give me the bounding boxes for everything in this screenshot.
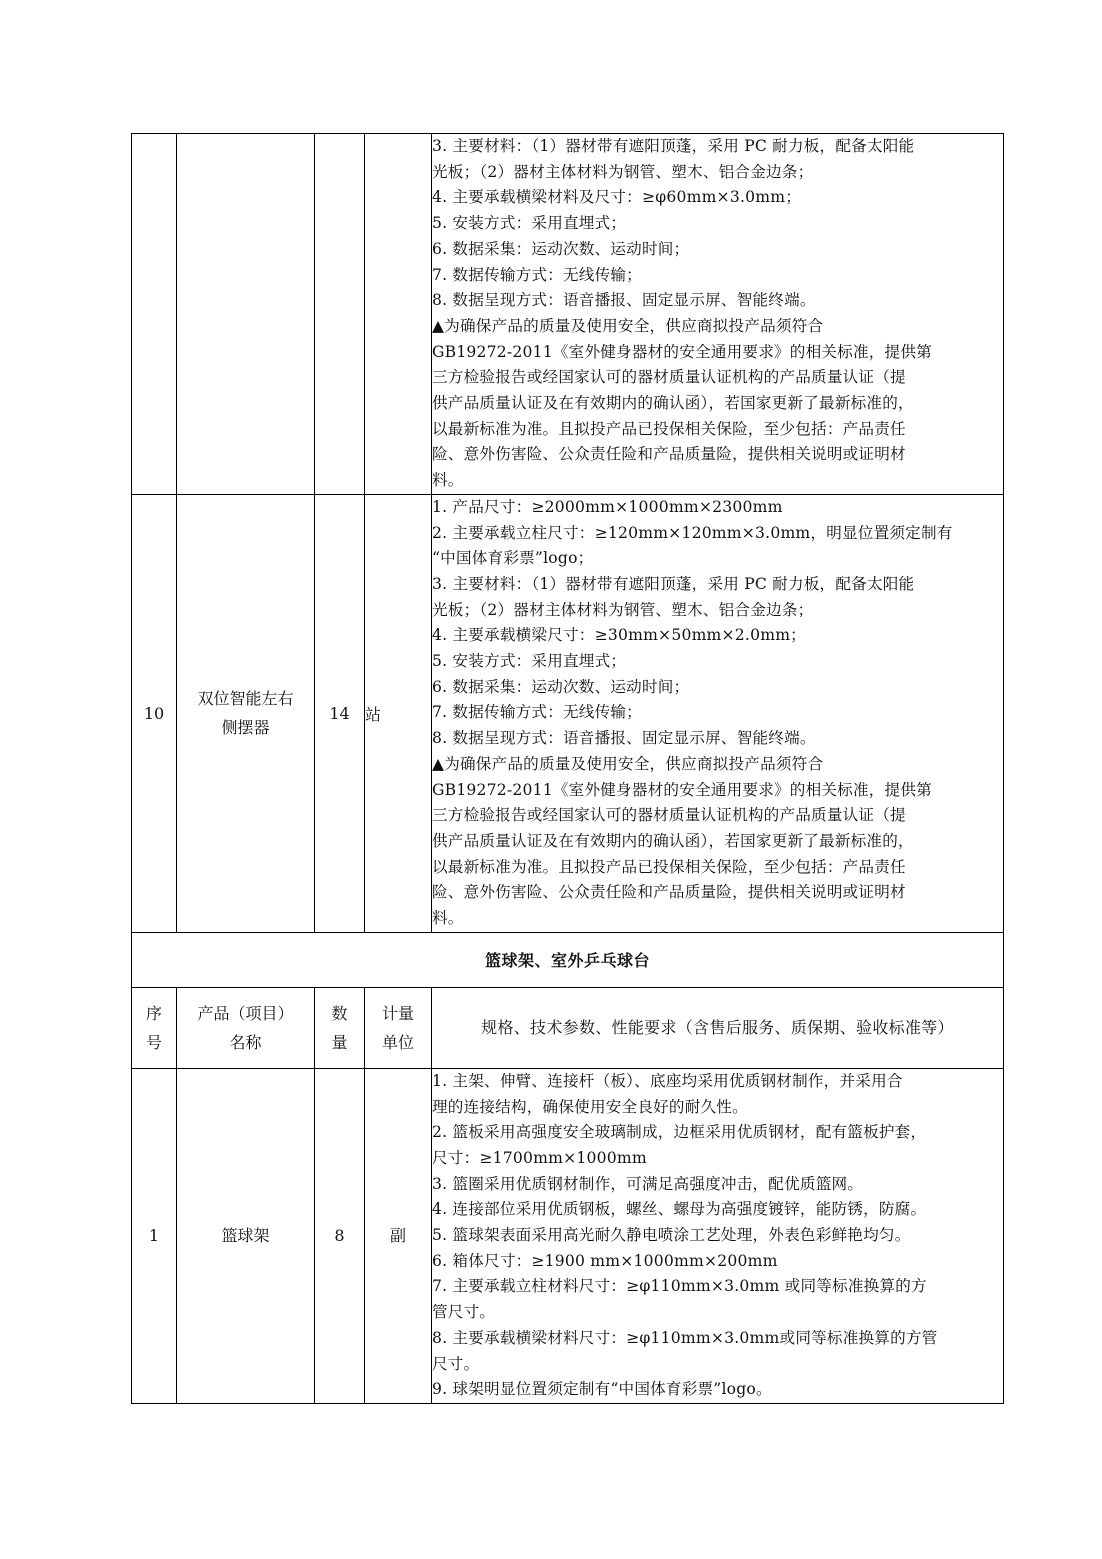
spec-line: 管尺寸。 bbox=[432, 1303, 496, 1322]
spec-line: 供产品质量认证及在有效期内的确认函），若国家更新了最新标准的， bbox=[432, 831, 914, 850]
spec-line: 三方检验报告或经国家认可的器材质量认证机构的产品质量认证（提 bbox=[432, 368, 906, 387]
spec-line: 8. 数据呈现方式：语音播报、固定显示屏、智能终端。 bbox=[432, 729, 816, 748]
spec-line: 险、意外伤害险、公众责任险和产品质量险，提供相关说明或证明材 bbox=[432, 883, 906, 902]
spec-line: 5. 安装方式：采用直埋式； bbox=[432, 214, 627, 233]
spec-line: GB19272-2011《室外健身器材的安全通用要求》的相关标准，提供第 bbox=[432, 342, 932, 361]
spec-line: 6. 箱体尺寸：≥1900 mm×1000mm×200mm bbox=[432, 1251, 778, 1270]
cell-unit: 副 bbox=[365, 1068, 432, 1403]
name-line: 篮球架 bbox=[221, 1226, 270, 1246]
spec-line: 9. 球架明显位置须定制有“中国体育彩票”logo。 bbox=[432, 1380, 772, 1399]
spec-line: 光板；（2）器材主体材料为钢管、塑木、铝合金边条； bbox=[432, 600, 814, 619]
spec-line: 1. 产品尺寸：≥2000mm×1000mm×2300mm bbox=[432, 497, 783, 516]
table-body-bottom bbox=[132, 1068, 1004, 1403]
header-quantity: 数 量 bbox=[315, 987, 365, 1068]
header-row bbox=[132, 987, 1004, 1068]
spec-line: 1. 主架、伸臂、连接杆（板）、底座均采用优质钢材制作，并采用合 bbox=[432, 1071, 903, 1090]
spec-line: 3. 主要材料：（1）器材带有遮阳顶蓬，采用 PC 耐力板，配备太阳能 bbox=[432, 137, 915, 155]
spec-line: 4. 主要承载横梁材料及尺寸：≥φ60mm×3.0mm； bbox=[432, 188, 801, 207]
header-name: 产品（项目） 名称 bbox=[177, 987, 315, 1068]
header-spec: 规格、技术参数、性能要求（含售后服务、质保期、验收标准等） bbox=[432, 987, 1004, 1068]
cell-quantity: 8 bbox=[315, 1068, 365, 1403]
spec-line: 料。 bbox=[432, 471, 464, 490]
spec-line: 三方检验报告或经国家认可的器材质量认证机构的产品质量认证（提 bbox=[432, 806, 906, 825]
cell-spec bbox=[432, 1068, 1004, 1403]
cell-name bbox=[177, 494, 315, 932]
spec-line: “中国体育彩票”logo； bbox=[432, 549, 594, 568]
cell-index: 1 bbox=[132, 1068, 177, 1403]
cell-spec bbox=[432, 134, 1004, 495]
spec-line: 7. 数据传输方式：无线传输； bbox=[432, 703, 642, 722]
spec-line: 5. 篮球架表面采用高光耐久静电喷涂工艺处理，外表色彩鲜艳均匀。 bbox=[432, 1226, 911, 1245]
header-unit: 计量 单位 bbox=[365, 987, 432, 1068]
section-title: 篮球架、室外乒乓球台 bbox=[132, 932, 1004, 987]
spec-line: 2. 主要承载立柱尺寸：≥120mm×120mm×3.0mm，明显位置须定制有 bbox=[432, 523, 953, 542]
name-line: 侧摆器 bbox=[221, 718, 270, 738]
table-row bbox=[132, 1068, 1004, 1403]
spec-line: 7. 主要承载立柱材料尺寸：≥φ110mm×3.0mm 或同等标准换算的方 bbox=[432, 1277, 927, 1296]
cell-name bbox=[177, 1068, 315, 1403]
spec-line: 6. 数据采集：运动次数、运动时间； bbox=[432, 677, 690, 696]
spec-line: 8. 数据呈现方式：语音播报、固定显示屏、智能终端。 bbox=[432, 291, 816, 310]
cell-quantity: 14 bbox=[315, 494, 365, 932]
spec-line: 险、意外伤害险、公众责任险和产品质量险，提供相关说明或证明材 bbox=[432, 445, 906, 464]
table-section bbox=[132, 932, 1004, 1068]
spec-line: 3. 主要材料：（1）器材带有遮阳顶蓬，采用 PC 耐力板，配备太阳能 bbox=[432, 574, 915, 593]
cell-index bbox=[132, 134, 177, 495]
cell-spec bbox=[432, 494, 1004, 932]
section-row bbox=[132, 932, 1004, 987]
spec-line: 6. 数据采集：运动次数、运动时间； bbox=[432, 239, 690, 258]
cell-quantity bbox=[315, 134, 365, 495]
table-row bbox=[132, 134, 1004, 495]
cell-name bbox=[177, 134, 315, 495]
table-row bbox=[132, 494, 1004, 932]
spec-line: 7. 数据传输方式：无线传输； bbox=[432, 265, 642, 284]
spec-line: 供产品质量认证及在有效期内的确认函），若国家更新了最新标准的， bbox=[432, 394, 914, 413]
spec-line: 4. 连接部位采用优质钢板，螺丝、螺母为高强度镀锌，能防锈，防腐。 bbox=[432, 1200, 927, 1219]
spec-line: 光板；（2）器材主体材料为钢管、塑木、铝合金边条； bbox=[432, 162, 814, 181]
spec-line: 4. 主要承载横梁尺寸：≥30mm×50mm×2.0mm； bbox=[432, 626, 806, 645]
cell-unit bbox=[365, 134, 432, 495]
spec-line: 以最新标准为准。且拟投产品已投保相关保险，至少包括：产品责任 bbox=[432, 419, 906, 438]
spec-line: 料。 bbox=[432, 909, 464, 928]
spec-line: 尺寸：≥1700mm×1000mm bbox=[432, 1148, 647, 1167]
spec-line: 以最新标准为准。且拟投产品已投保相关保险，至少包括：产品责任 bbox=[432, 857, 906, 876]
spec-line: 3. 篮圈采用优质钢材制作，可满足高强度冲击，配优质篮网。 bbox=[432, 1174, 864, 1193]
cell-unit: 站 bbox=[365, 494, 432, 932]
specification-table bbox=[131, 133, 1004, 1404]
spec-line: ▲为确保产品的质量及使用安全，供应商拟投产品须符合 bbox=[432, 316, 824, 335]
spec-line: GB19272-2011《室外健身器材的安全通用要求》的相关标准，提供第 bbox=[432, 780, 932, 799]
header-index: 序 号 bbox=[132, 987, 177, 1068]
name-line: 双位智能左右 bbox=[197, 689, 294, 709]
spec-line: 5. 安装方式：采用直埋式； bbox=[432, 652, 627, 671]
table-body-top bbox=[132, 134, 1004, 933]
spec-line: 2. 篮板采用高强度安全玻璃制成，边框采用优质钢材，配有篮板护套， bbox=[432, 1123, 927, 1142]
spec-line: 8. 主要承载横梁材料尺寸：≥φ110mm×3.0mm或同等标准换算的方管 bbox=[432, 1328, 938, 1347]
spec-line: 尺寸。 bbox=[432, 1354, 480, 1373]
spec-line: ▲为确保产品的质量及使用安全，供应商拟投产品须符合 bbox=[432, 754, 824, 773]
spec-line: 理的连接结构，确保使用安全良好的耐久性。 bbox=[432, 1097, 748, 1116]
cell-index: 10 bbox=[132, 494, 177, 932]
